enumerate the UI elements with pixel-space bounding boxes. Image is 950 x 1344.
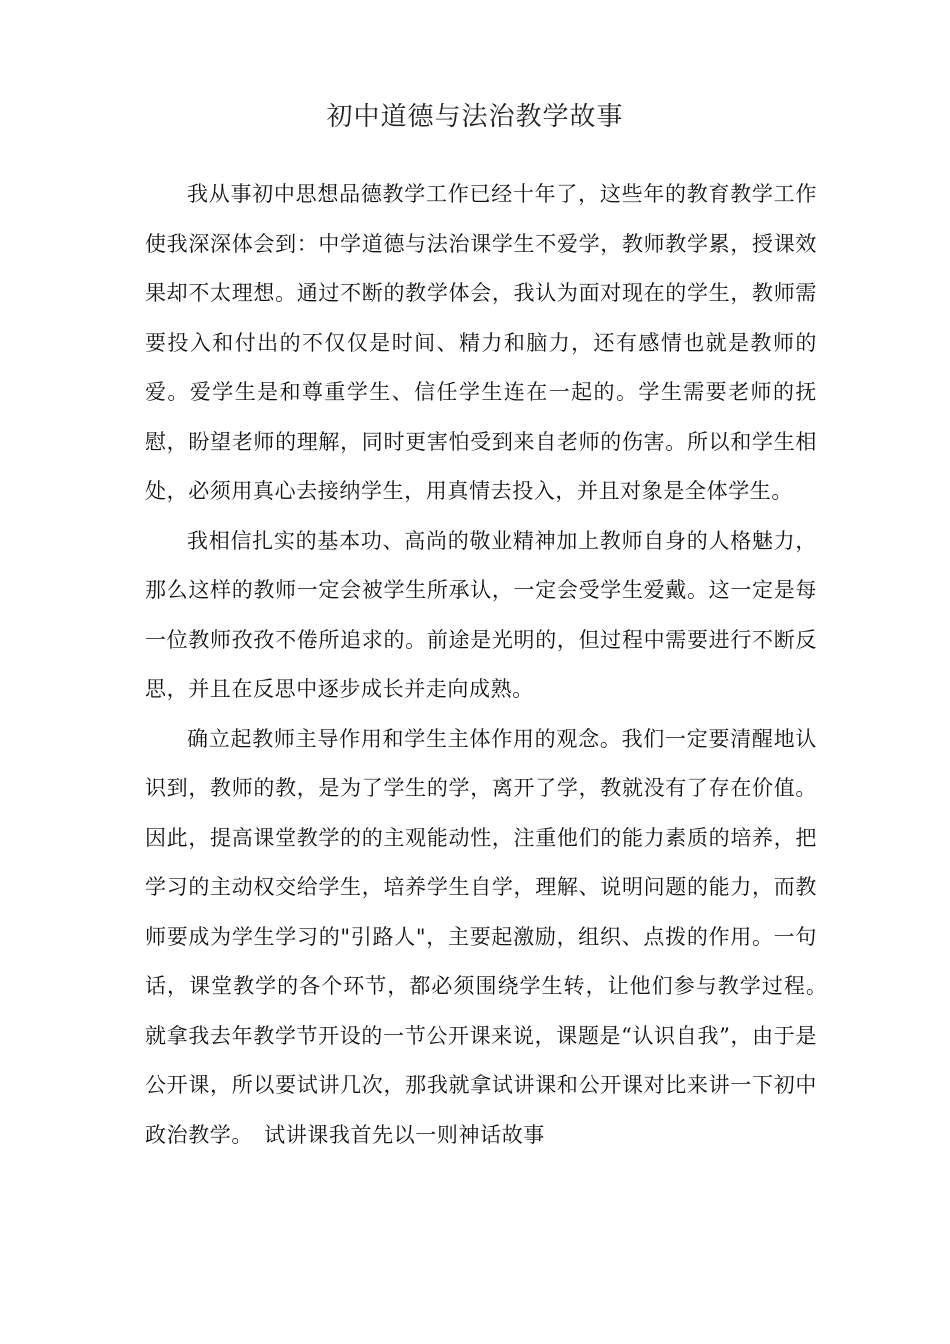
paragraph-2: 我相信扎实的基本功、高尚的敬业精神加上教师自身的人格魅力，那么这样的教师一定会被学生所承认，一定会受学生爱戴。这一定是每一位教师孜孜不倦所追求的。前途是光明的，但过程中需要进行不断反思，并且在反思中逐步成长并走向成熟。 xyxy=(145,528,817,701)
document-body xyxy=(145,170,839,1160)
paragraph-1: 我从事初中思想品德教学工作已经十年了，这些年的教育教学工作使我深深体会到：中学道德与法治课学生不爱学，教师教学累，授课效果却不太理想。通过不断的教学体会，我认为面对现在的学生，教师需要投入和付出的不仅仅是时间、精力和脑力，还有感情也就是教师的爱。爱学生是和尊重学生、信任学生连在一起的。学生需要老师的抚慰，盼望老师的理解，同时更害怕受到来自老师的伤害。所以和学生相处，必须用真心去接纳学生，用真情去投入，并且对象是全体学生。 xyxy=(145,182,817,503)
document-title: 初中道德与法治教学故事 xyxy=(326,102,624,132)
paragraph-3: 确立起教师主导作用和学生主体作用的观念。我们一定要清醒地认识到，教师的教，是为了学生的学，离开了学，教就没有了存在价值。因此，提高课堂教学的的主观能动性，注重他们的能力素质的培养，把学习的主动权交给学生，培养学生自学，理解、说明问题的能力，而教师要成为学生学习的"引路人"，主要起激励，组织、点拨的作用。一句话，课堂教学的各个环节，都必须围绕学生转，让他们参与教学过程。 就拿我去年教学节开设的一节公开课来说，课题是“认识自我”，由于是公开课，所以要试讲几次，那我就拿试讲课和公开课对比来讲一下初中政治教学。 试讲课我首先以一则神话故事 xyxy=(145,726,839,1147)
